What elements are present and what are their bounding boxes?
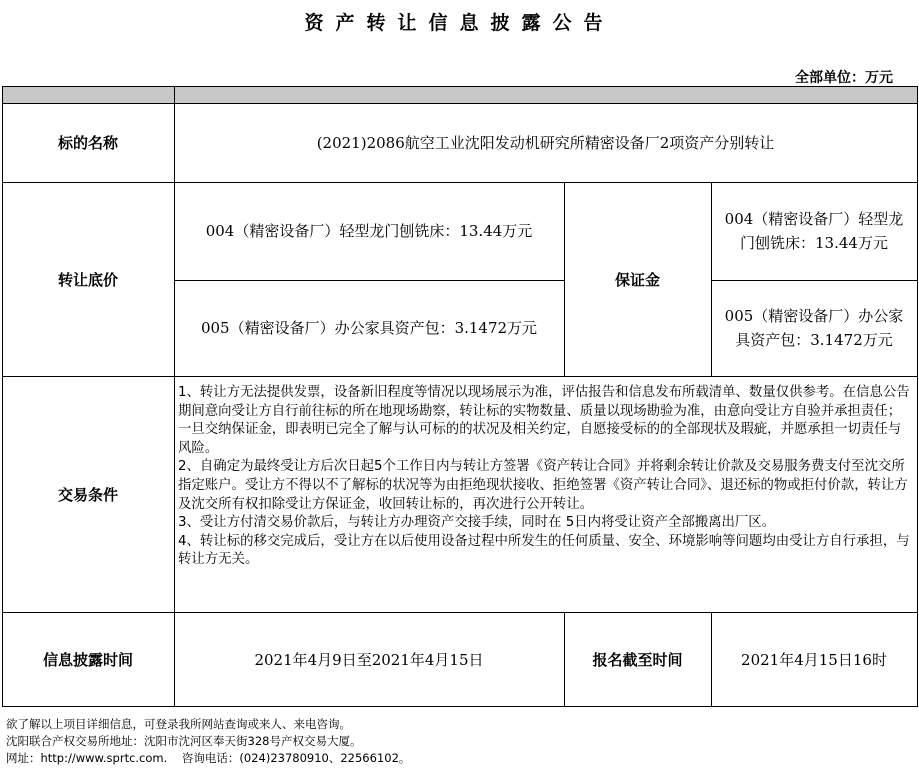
table-row-divider [2, 612, 918, 613]
price-label: 转让底价 [57, 270, 118, 289]
disclosure-value: 2021年4月9日至2021年4月15日 [254, 650, 484, 669]
price-item-2: 005（精密设备厂）办公家具资产包：3.1472万元 [200, 319, 538, 337]
table-border-right [917, 86, 918, 707]
unit-note: 全部单位：万元 [795, 70, 893, 86]
table-col-divider [711, 182, 712, 376]
table-col-divider [564, 182, 565, 376]
table-row-divider [2, 376, 918, 377]
table-border-header [2, 103, 918, 104]
deposit-item-1: 004（精密设备厂）轻型龙门刨铣床：13.44万元 [724, 210, 904, 252]
price-item-1: 004（精密设备厂）轻型龙门刨铣床：13.44万元 [205, 222, 533, 240]
page-title: 资产转让信息披露公告 [304, 12, 615, 34]
deadline-label: 报名截至时间 [592, 650, 683, 669]
table-row-divider [174, 280, 564, 281]
table-row-divider [2, 182, 918, 183]
footer-note: 欲了解以上项目详细信息，可登录我所网站查询或来人、来电咨询。 [6, 717, 351, 731]
table-col-divider [174, 86, 175, 707]
footer-address: 沈阳联合产权交易所地址：沈阳市沈河区奉天街328号产权交易大厦。 [6, 734, 362, 748]
deposit-label: 保证金 [614, 270, 660, 289]
condition-item: 2、自确定为最终受让方后次日起5个工作日内与转让方签署《资产转让合同》并将剩余转让价款及交易服务费支付至沈交所指定账户。受让方不得以不了解标的状况等为由拒绝现状接收、拒绝签署《资产转让合同》、退还标的物或拒付价款，转让方及沈交所有权扣除受让方保证金，收回转让标的，再次进行公开转让。 [178, 459, 908, 512]
condition-item: 3、受让方付清交易价款后，与转让方办理资产交接手续，同时在 5日内将受让资产全部搬离出厂区。 [178, 515, 776, 531]
table-border-left [2, 86, 3, 707]
condition-item: 1、转让方无法提供发票，设备新旧程度等情况以现场展示为准，评估报告和信息发布所载清单、数量仅供参考。在信息公告期间意向受让方自行前往标的所在地现场勘察，转让标的实物数量、质量以现场勘验为准，由意向受让方自验并承担责任；一旦交纳保证金，即表明已完全了解与认可标的的状况及相关约定，自愿接受标的的全部现状及瑕疵，并愿承担一切责任与风险。 [178, 385, 910, 456]
table-border-top [2, 86, 918, 87]
table-header-band [2, 86, 917, 103]
subject-label: 标的名称 [57, 134, 118, 152]
subject-value: (2021)2086航空工业沈阳发动机研究所精密设备厂2项资产分别转让 [316, 134, 775, 152]
table-border-bottom [2, 706, 918, 707]
conditions-label: 交易条件 [57, 485, 118, 504]
table-row-divider [711, 280, 918, 281]
footer-contact: 网址：http://www.sprtc.com. 咨询电话：(024)23780910、22566102。 [6, 751, 411, 765]
table-col-divider [564, 612, 565, 706]
table-col-divider [711, 612, 712, 706]
disclosure-label: 信息披露时间 [42, 650, 133, 669]
condition-item: 4、转让标的移交完成后，受让方在以后使用设备过程中所发生的任何质量、安全、环境影响等问题均由受让方自行承担，与转让方无关。 [178, 533, 910, 568]
conditions-text [174, 384, 917, 612]
deadline-value: 2021年4月15日16时 [741, 650, 887, 669]
deposit-item-2: 005（精密设备厂）办公家具资产包：3.1472万元 [724, 307, 904, 349]
